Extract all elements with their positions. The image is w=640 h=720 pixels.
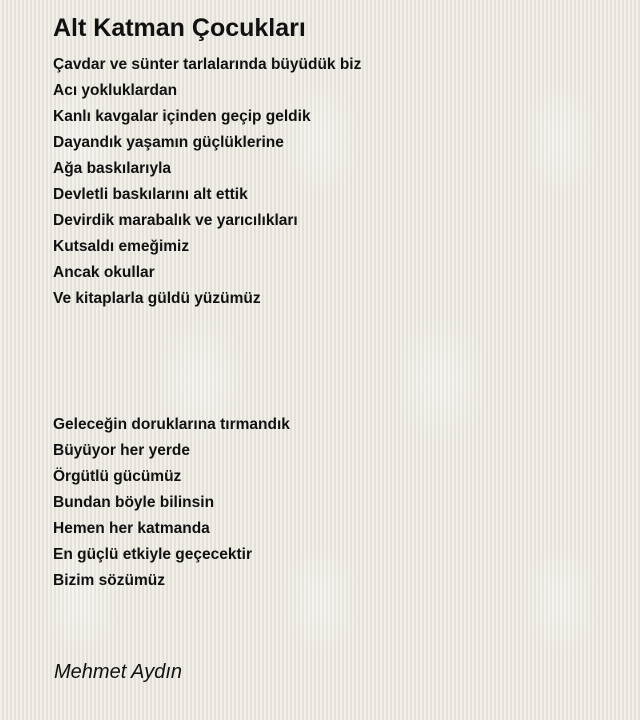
stanza-1 bbox=[53, 52, 361, 312]
poem-line: Ağa baskılarıyla bbox=[53, 160, 172, 177]
poem-line: Devirdik marabalık ve yarıcılıkları bbox=[53, 212, 298, 229]
poem-line: Büyüyor her yerde bbox=[53, 442, 190, 459]
poem-line: Geleceğin doruklarına tırmandık bbox=[53, 416, 290, 433]
poem-line: Devletli baskılarını alt ettik bbox=[53, 186, 248, 203]
poem-line: Bundan böyle bilinsin bbox=[53, 494, 215, 511]
poem-line: Bizim sözümüz bbox=[53, 572, 165, 589]
poem-line: Hemen her katmanda bbox=[53, 520, 210, 537]
poem-line: Örgütlü gücümüz bbox=[53, 468, 182, 485]
poem-line: Kanlı kavgalar içinden geçip geldik bbox=[53, 108, 311, 125]
poem-line: Ancak okullar bbox=[53, 264, 155, 281]
poem-line: En güçlü etkiyle geçecektir bbox=[53, 546, 253, 563]
poem-author: Mehmet Aydın bbox=[54, 661, 183, 683]
poem-line: Kutsaldı emeğimiz bbox=[53, 238, 190, 255]
poem-line: Ve kitaplarla güldü yüzümüz bbox=[53, 290, 261, 307]
stanza-2 bbox=[53, 412, 290, 594]
poem-title: Alt Katman Çocukları bbox=[53, 14, 306, 42]
poem-line: Çavdar ve sünter tarlalarında büyüdük biz bbox=[53, 56, 362, 73]
poem-line: Acı yokluklardan bbox=[53, 82, 178, 99]
poem-line: Dayandık yaşamın güçlüklerine bbox=[53, 134, 284, 151]
